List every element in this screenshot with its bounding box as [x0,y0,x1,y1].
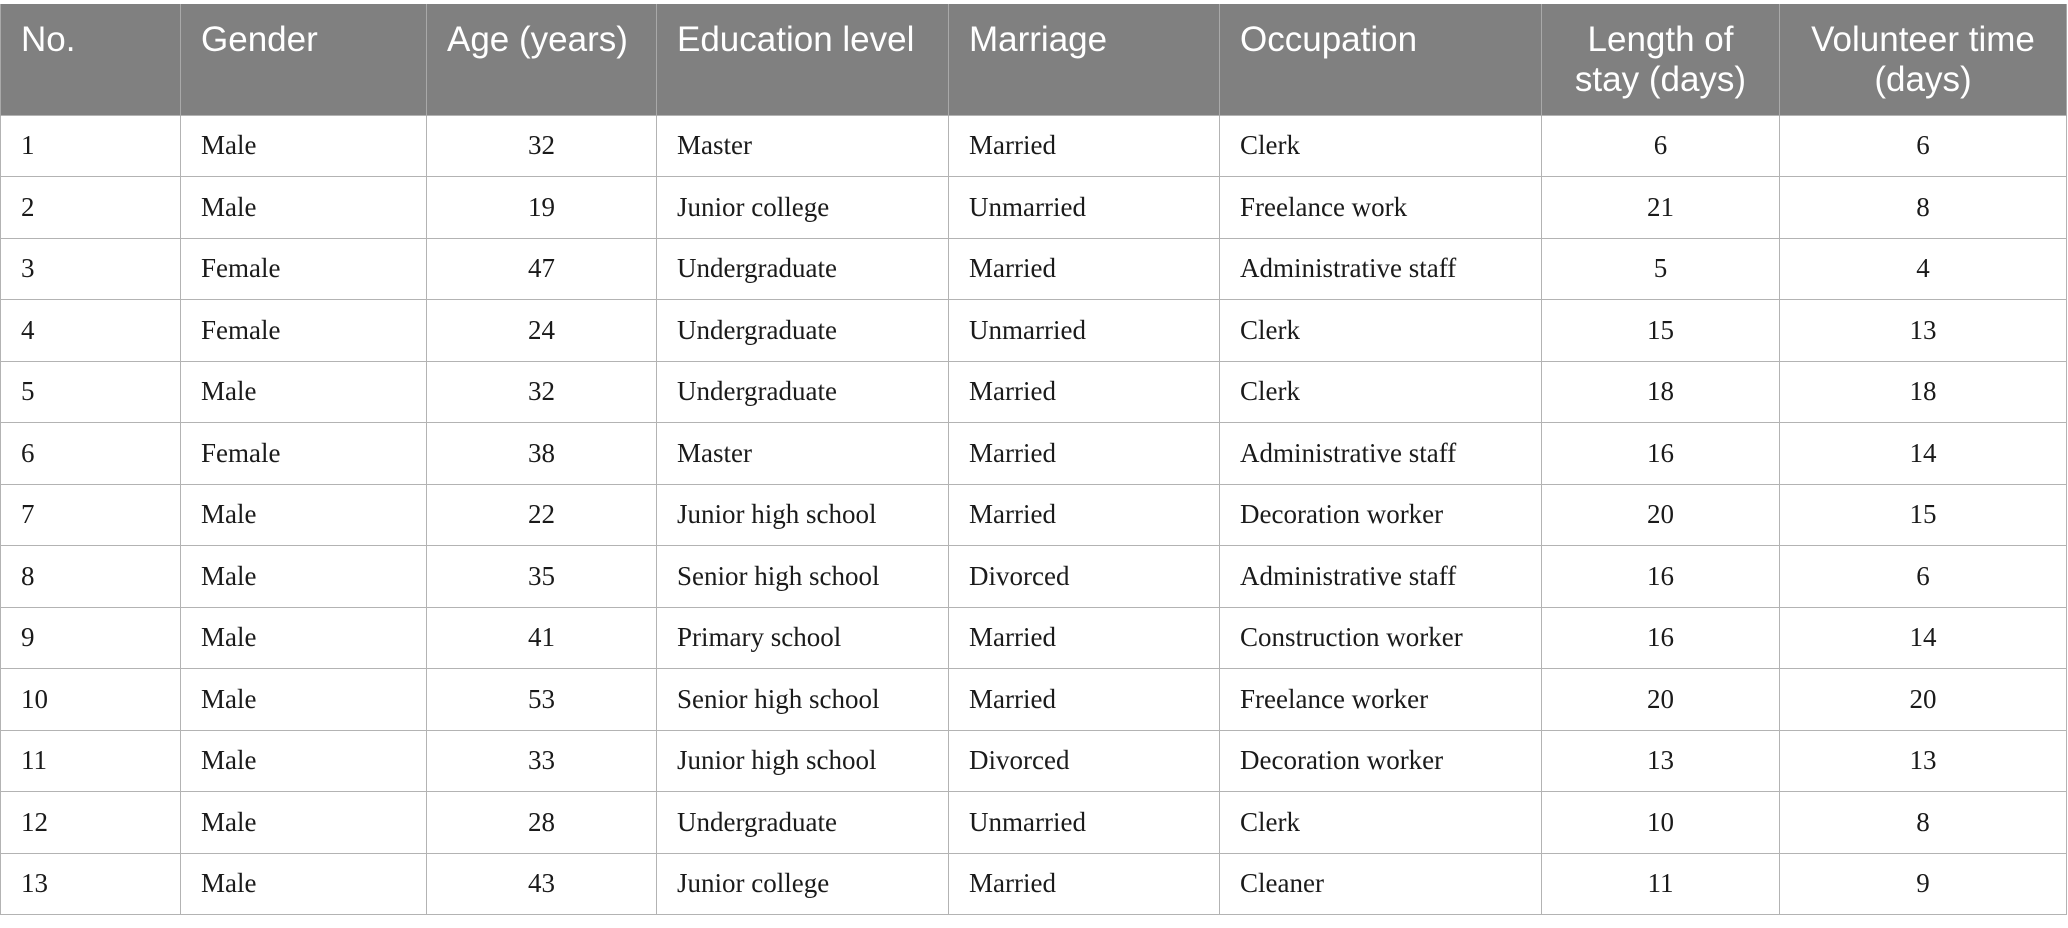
cell-length-of-stay: 16 [1542,607,1780,669]
cell-marriage: Married [949,484,1220,546]
participant-table [0,4,2067,915]
cell-marriage: Unmarried [949,300,1220,362]
table-row [1,238,2067,300]
cell-occupation: Clerk [1220,792,1542,854]
cell-volunteer-time: 14 [1780,607,2067,669]
cell-volunteer-time: 6 [1780,546,2067,608]
cell-education-level: Undergraduate [657,792,949,854]
cell-age: 19 [427,177,657,239]
cell-occupation: Clerk [1220,300,1542,362]
cell-gender: Male [181,546,427,608]
table-row [1,423,2067,485]
cell-length-of-stay: 10 [1542,792,1780,854]
table-row [1,669,2067,731]
cell-gender: Male [181,115,427,177]
table-row [1,546,2067,608]
cell-age: 43 [427,853,657,915]
cell-gender: Male [181,177,427,239]
cell-length-of-stay: 16 [1542,546,1780,608]
cell-education-level: Master [657,423,949,485]
cell-age: 33 [427,730,657,792]
cell-marriage: Married [949,115,1220,177]
table-body [1,115,2067,915]
cell-no: 8 [1,546,181,608]
cell-age: 35 [427,546,657,608]
cell-education-level: Master [657,115,949,177]
cell-marriage: Married [949,853,1220,915]
table-row [1,730,2067,792]
cell-gender: Male [181,607,427,669]
cell-occupation: Freelance work [1220,177,1542,239]
cell-no: 9 [1,607,181,669]
header-volunteer-time: Volunteer time (days) [1780,4,2067,115]
cell-marriage: Married [949,238,1220,300]
cell-no: 4 [1,300,181,362]
table-row [1,177,2067,239]
cell-no: 11 [1,730,181,792]
cell-marriage: Divorced [949,730,1220,792]
header-row [1,4,2067,115]
cell-gender: Male [181,669,427,731]
cell-education-level: Junior college [657,177,949,239]
cell-volunteer-time: 13 [1780,300,2067,362]
cell-no: 13 [1,853,181,915]
table-row [1,115,2067,177]
cell-occupation: Decoration worker [1220,730,1542,792]
cell-age: 32 [427,115,657,177]
cell-marriage: Unmarried [949,792,1220,854]
cell-gender: Male [181,730,427,792]
cell-gender: Female [181,423,427,485]
cell-volunteer-time: 4 [1780,238,2067,300]
cell-gender: Male [181,792,427,854]
cell-no: 1 [1,115,181,177]
cell-education-level: Undergraduate [657,238,949,300]
cell-volunteer-time: 9 [1780,853,2067,915]
cell-gender: Female [181,238,427,300]
table-row [1,792,2067,854]
cell-no: 3 [1,238,181,300]
cell-education-level: Junior high school [657,730,949,792]
cell-education-level: Junior high school [657,484,949,546]
cell-volunteer-time: 20 [1780,669,2067,731]
cell-no: 12 [1,792,181,854]
cell-age: 41 [427,607,657,669]
cell-volunteer-time: 13 [1780,730,2067,792]
cell-age: 53 [427,669,657,731]
cell-education-level: Undergraduate [657,361,949,423]
cell-occupation: Clerk [1220,115,1542,177]
cell-marriage: Unmarried [949,177,1220,239]
cell-gender: Male [181,853,427,915]
cell-length-of-stay: 16 [1542,423,1780,485]
cell-education-level: Junior college [657,853,949,915]
cell-no: 10 [1,669,181,731]
cell-education-level: Senior high school [657,669,949,731]
cell-gender: Female [181,300,427,362]
cell-gender: Male [181,484,427,546]
cell-length-of-stay: 21 [1542,177,1780,239]
cell-volunteer-time: 14 [1780,423,2067,485]
cell-length-of-stay: 20 [1542,669,1780,731]
cell-marriage: Married [949,423,1220,485]
header-marriage: Marriage [949,4,1220,115]
cell-occupation: Administrative staff [1220,423,1542,485]
header-gender: Gender [181,4,427,115]
cell-volunteer-time: 6 [1780,115,2067,177]
header-no: No. [1,4,181,115]
cell-length-of-stay: 5 [1542,238,1780,300]
cell-no: 6 [1,423,181,485]
cell-education-level: Primary school [657,607,949,669]
cell-occupation: Clerk [1220,361,1542,423]
cell-age: 22 [427,484,657,546]
table-row [1,484,2067,546]
cell-no: 5 [1,361,181,423]
table-row [1,300,2067,362]
cell-education-level: Undergraduate [657,300,949,362]
cell-occupation: Cleaner [1220,853,1542,915]
cell-length-of-stay: 13 [1542,730,1780,792]
cell-occupation: Administrative staff [1220,238,1542,300]
cell-education-level: Senior high school [657,546,949,608]
cell-age: 47 [427,238,657,300]
cell-occupation: Construction worker [1220,607,1542,669]
cell-volunteer-time: 8 [1780,177,2067,239]
cell-marriage: Married [949,361,1220,423]
cell-marriage: Married [949,669,1220,731]
table-row [1,853,2067,915]
cell-marriage: Married [949,607,1220,669]
table-row [1,361,2067,423]
cell-age: 38 [427,423,657,485]
cell-age: 28 [427,792,657,854]
table-row [1,607,2067,669]
cell-volunteer-time: 15 [1780,484,2067,546]
cell-length-of-stay: 20 [1542,484,1780,546]
cell-volunteer-time: 8 [1780,792,2067,854]
header-education-level: Education level [657,4,949,115]
cell-occupation: Administrative staff [1220,546,1542,608]
cell-occupation: Freelance worker [1220,669,1542,731]
cell-length-of-stay: 6 [1542,115,1780,177]
cell-volunteer-time: 18 [1780,361,2067,423]
header-age: Age (years) [427,4,657,115]
cell-length-of-stay: 11 [1542,853,1780,915]
cell-age: 24 [427,300,657,362]
cell-marriage: Divorced [949,546,1220,608]
cell-gender: Male [181,361,427,423]
header-length-of-stay: Length of stay (days) [1542,4,1780,115]
cell-no: 7 [1,484,181,546]
cell-occupation: Decoration worker [1220,484,1542,546]
participant-table-container [0,4,2066,915]
header-occupation: Occupation [1220,4,1542,115]
cell-age: 32 [427,361,657,423]
cell-length-of-stay: 15 [1542,300,1780,362]
cell-no: 2 [1,177,181,239]
cell-length-of-stay: 18 [1542,361,1780,423]
